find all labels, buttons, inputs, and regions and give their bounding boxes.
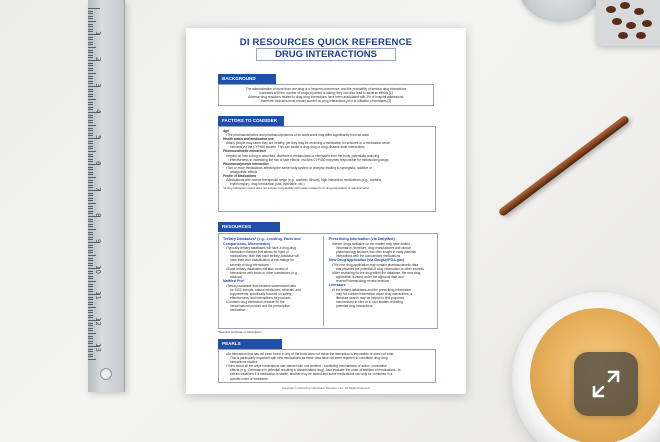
expand-button[interactable] <box>574 352 638 416</box>
document-footer: Copyright © 2024 Drug Information Services, LLC. All Rights Reserved. <box>281 386 371 390</box>
resources-note: *Requires purchase or subscription <box>218 330 262 334</box>
ruler-tick <box>88 8 100 9</box>
ruler-tick <box>88 96 93 97</box>
ruler-tick <box>88 271 93 272</box>
ruler-tick <box>88 333 96 334</box>
bullet-continuation: interactions with the concomitant medications <box>336 253 401 258</box>
ruler-number: 4 <box>94 109 102 114</box>
bullet-item: • Think about all the ways medications can interact with one another - conflicting mechanisms of action, cumulative <box>223 364 431 368</box>
pen <box>498 115 631 218</box>
ruler-tick <box>88 44 93 45</box>
pearls-box <box>218 349 436 383</box>
ruler-tick <box>88 302 93 303</box>
ruler-tick <box>88 63 93 64</box>
ruler-tick <box>88 115 93 116</box>
ruler-tick <box>88 37 93 38</box>
ruler-number: 3 <box>94 83 102 88</box>
ruler-tick <box>88 359 96 360</box>
ruler-tick <box>88 167 93 168</box>
resource-subheading: Comparisons, Micromedex) <box>223 241 271 246</box>
bullet-item: • Impact on how a drug is absorbed, distributed, metabolized or eliminated from the body, potentially reducing <box>223 154 431 158</box>
ruler-tick <box>88 258 93 259</box>
ruler-tick <box>88 289 93 290</box>
background-line: therefore clinicians must remain current on drug interactions prior to initiation of therapies [2] <box>260 99 392 104</box>
ruler-tick <box>88 206 93 207</box>
ruler-tick <box>88 232 93 233</box>
ruler-tick <box>88 180 93 181</box>
resource-subheading: NatMed Pro* <box>223 278 245 283</box>
ruler-tick <box>88 16 93 17</box>
resource-subheading: Prescribing Information (via DailyMed) <box>329 237 395 241</box>
ruler-tick <box>88 11 93 12</box>
bullet-continuation: herbal/natural product and the prescription <box>230 304 290 308</box>
bullet-continuation: interactions studies. <box>230 360 259 365</box>
bullet-continuation: mechanisms in vitro or in vivo studies revealing <box>336 299 403 304</box>
ruler-tick <box>88 159 93 160</box>
bullet-continuation: may not contain information about drug interactions, a <box>336 291 413 296</box>
ruler-tick <box>88 31 93 32</box>
bullet-continuation: effectiveness or increasing the risk of side effects; involves CYP450 enzymes responsible for metabolizing drugs <box>230 157 389 162</box>
ruler-number: 13 <box>94 343 102 352</box>
ruler-tick <box>88 156 93 157</box>
ruler-tick <box>88 193 93 194</box>
bullet-continuation: interaction checker that allows for input of <box>230 250 289 255</box>
bullet-item: • Many people may seem they are healthy, yet they may be receiving a medication for seizures or a medication which <box>223 141 431 145</box>
ruler-tick <box>88 70 93 71</box>
ruler-tick <box>88 185 93 186</box>
bullet-continuation: This is particularly important with new medications as these data have not been reported to constitute drug-drug <box>230 356 388 361</box>
ruler-number: 2 <box>94 57 102 62</box>
ruler-tick <box>88 29 93 30</box>
ruler-tick <box>88 328 93 329</box>
bullet-continuation: information; therefore, drug manufacturer and clinical <box>336 245 411 250</box>
ruler-tick <box>88 208 93 209</box>
ruler-tick <box>88 154 93 155</box>
ruler-tick <box>88 263 93 264</box>
ruler-tick <box>88 99 96 100</box>
ruler-tick <box>88 117 93 118</box>
ruler-tick <box>88 128 93 129</box>
ruler-tick <box>88 237 93 238</box>
ruler-number: 6 <box>94 161 102 166</box>
ruler-tick <box>88 297 93 298</box>
document-title: DI RESOURCES QUICK REFERENCE <box>239 37 413 48</box>
factor-label: Profile of Medications <box>223 174 257 179</box>
ruler-tick <box>88 351 93 352</box>
factor-note: *A drug interaction report does not include compatibility information related to IV drug preparation or administration <box>223 186 370 191</box>
ruler-tick <box>88 104 93 105</box>
ruler-tick <box>88 284 93 285</box>
resource-subheading: Tertiary Databases* (e.g., Lexidrug, Facts and <box>223 237 301 241</box>
ruler-hole <box>100 368 112 380</box>
bullet-continuation: medication <box>230 308 246 313</box>
ruler-tick <box>88 177 96 178</box>
background-box <box>218 84 434 106</box>
resources-right-column <box>329 237 435 308</box>
resource-subheading: Literature <box>329 283 346 288</box>
ruler-tick <box>88 13 93 14</box>
ruler-tick <box>88 146 93 147</box>
bullet-item: • An interaction that has not been found in any of the tools does not mean the interaction is impossible or does not exist. <box>223 352 431 356</box>
ruler-tick <box>88 234 93 235</box>
bullet-item: • The new drug application may contain pharmacokinetic data <box>329 263 435 267</box>
ruler-tick <box>88 172 93 173</box>
ruler-tick <box>88 273 93 274</box>
ruler-tick <box>88 354 93 355</box>
factor-label: Pharmacokinetic Interaction <box>223 149 266 154</box>
bullet-item: • After searching for the drug within the database, the new drug <box>329 271 435 275</box>
bullet-item: • Newer drugs available on the market may have limited <box>329 242 435 246</box>
background-heading: BACKGROUND <box>218 74 276 84</box>
resources-divider <box>323 236 324 326</box>
bullet-continuation: interacts via the CYP450 system. This can cause a drug-drug or drug-disease state interactions <box>230 145 365 150</box>
ruler <box>88 0 125 392</box>
ruler-tick <box>88 281 96 282</box>
ruler-tick <box>88 200 93 201</box>
ruler-tick <box>88 252 93 253</box>
bullet-continuation: application is listed under the approval date and <box>336 274 404 279</box>
ruler-tick <box>88 250 93 251</box>
ruler-tick <box>88 148 93 149</box>
ruler-number: 12 <box>94 317 102 326</box>
resource-subheading: New Drug Application (via Drugs@FDA.gov) <box>329 257 405 262</box>
background-line: increases with the number of drugs a patient is taking; they can also lead to adverse effects [1] <box>259 91 393 96</box>
ruler-tick <box>88 286 93 287</box>
factor-label: Age <box>223 129 230 133</box>
bullet-continuation: specific order or timeframe. <box>230 376 269 381</box>
ruler-tick <box>88 247 93 248</box>
ruler-number: 9 <box>94 239 102 244</box>
ruler-tick <box>88 50 93 51</box>
bullet-continuation: have their own classification of risk ratings for <box>230 258 295 263</box>
bullet-item: • Contains drug interaction checker for the <box>223 300 321 304</box>
bullet-continuation: review/Pharmacology review sections <box>336 278 390 283</box>
bullet-item: • Typically tertiary databases will have a drug-drug <box>223 246 321 250</box>
bullet-continuation: literature search may be helpful to find proposed <box>336 295 405 300</box>
ruler-tick <box>88 18 93 19</box>
ruler-tick <box>88 276 93 277</box>
bullet-continuation: tobacco) <box>230 274 243 279</box>
resources-left-column <box>223 237 321 312</box>
ruler-tick <box>88 39 93 40</box>
ruler-tick <box>88 76 93 77</box>
ruler-tick <box>88 169 93 170</box>
ruler-tick <box>88 83 93 84</box>
ruler-tick <box>88 55 93 56</box>
ruler-tick <box>88 213 93 214</box>
ruler-tick <box>88 211 93 212</box>
ruler-tick <box>88 24 93 25</box>
ruler-tick <box>88 91 93 92</box>
resources-heading: RESOURCES <box>218 222 280 232</box>
document-subtitle: DRUG INTERACTIONS <box>256 48 396 61</box>
ruler-tick <box>88 125 96 126</box>
ruler-tick <box>88 187 93 188</box>
ruler-tick <box>88 341 93 342</box>
ruler-tick <box>88 291 93 292</box>
ruler-tick <box>88 255 96 256</box>
ruler-tick <box>88 42 93 43</box>
ruler-tick <box>88 102 93 103</box>
ruler-tick <box>88 151 96 152</box>
ruler-tick <box>88 219 93 220</box>
ruler-tick <box>88 52 93 53</box>
bullet-continuation: effectiveness, and interactions for products <box>230 295 291 300</box>
ruler-number: 10 <box>94 265 102 274</box>
ruler-tick <box>88 73 96 74</box>
bullet-continuation: erythromycin), drug formulation (oral, injectable, etc.) <box>230 182 305 187</box>
ruler-tick <box>88 317 93 318</box>
ruler-tick <box>88 65 93 66</box>
ruler-tick <box>88 174 93 175</box>
ruler-tick <box>88 310 93 311</box>
quick-reference-sheet <box>186 28 466 394</box>
ruler-tick <box>88 307 96 308</box>
bullet-item: • Some tertiary databases will also consist of <box>223 267 321 271</box>
bullet-continuation: interactions with foods or other substances (e.g., <box>230 270 299 275</box>
ruler-tick <box>88 143 93 144</box>
bullet-item: • Medications with narrow therapeutic range (e.g., warfarin, lithium), high interaction medications (e.g., warfarin, <box>223 178 431 182</box>
ruler-tick <box>88 349 93 350</box>
ruler-tick <box>88 68 93 69</box>
ruler-tick <box>88 260 93 261</box>
bullet-continuation: for 1000 formats, natural medicines, minerals, and <box>230 287 301 292</box>
bullet-continuation: pharmacology sections can offer insight in early potential <box>336 249 417 254</box>
ruler-tick <box>88 330 93 331</box>
background-line: The administration of more than one drug is a frequent occurrence, and the probability of serious drug interactions <box>245 87 407 91</box>
factor-label: Pharmacodynamic Interaction <box>223 161 269 166</box>
ruler-tick <box>88 78 93 79</box>
ruler-tick <box>88 141 93 142</box>
bullet-continuation: certain situations if a medication is stable, another may be added and some medications can only be combined in a <box>230 372 393 377</box>
bullet-continuation: that provides the potential of drug information or other sources <box>336 266 424 271</box>
ruler-tick <box>88 57 93 58</box>
bullet-continuation: effects (e.g., Deferasirox's potential resulting in disseminated drug). Also evaluate the order of addition of medications - is <box>230 368 401 373</box>
ruler-tick <box>88 107 93 108</box>
expand-arrows-icon <box>589 367 623 401</box>
ruler-number: 7 <box>94 187 102 192</box>
ruler-tick <box>88 278 93 279</box>
factors-heading: FACTORS TO CONSIDER <box>218 116 284 126</box>
ruler-tick <box>88 343 93 344</box>
pearls-heading: PEARLS <box>218 339 282 349</box>
ruler-tick <box>88 221 93 222</box>
ruler-tick <box>88 315 93 316</box>
ruler-tick <box>88 325 93 326</box>
ruler-tick <box>88 198 93 199</box>
ruler-tick <box>88 299 93 300</box>
bullet-continuation: medications; note that each tertiary database will <box>230 254 299 259</box>
bullet-item: • Tertiary database that contains summarized data <box>223 284 321 288</box>
bullet-continuation: potential drug interactions <box>336 304 373 308</box>
ruler-tick <box>88 182 93 183</box>
ruler-tick <box>88 239 93 240</box>
factors-box <box>218 126 436 212</box>
factor-label: Health status and medication use <box>223 137 274 142</box>
bullet-continuation: supplements, specifically focused on safety, <box>230 291 292 296</box>
bullet-continuation: antagonistic effects <box>230 169 258 174</box>
ruler-tick <box>88 203 96 204</box>
ruler-tick <box>88 304 93 305</box>
bullet-item: • Two or more medications affecting the same body system or receptor leading to synergistic, additive or <box>223 166 431 170</box>
ruler-tick <box>88 224 93 225</box>
bullet-item: • If the tertiary databases and the prescribing information <box>329 288 435 292</box>
ruler-tick <box>88 245 93 246</box>
ruler-number: 8 <box>94 213 102 218</box>
ruler-tick <box>88 195 93 196</box>
ruler-tick <box>88 312 93 313</box>
coffee-beans-box <box>596 0 660 46</box>
ruler-tick <box>88 133 93 134</box>
background-line: Adverse drug reactions related to drug-drug interactions have been associated with 3% of hospital admissions; <box>248 95 404 100</box>
ruler-tick <box>88 26 93 27</box>
ruler-tick <box>88 135 93 136</box>
saucer <box>520 0 600 22</box>
ruler-tick <box>88 356 93 357</box>
ruler-tick <box>88 120 93 121</box>
ruler-tick <box>88 336 93 337</box>
ruler-tick <box>88 89 93 90</box>
resources-box <box>218 233 438 329</box>
ruler-number: 11 <box>94 291 102 300</box>
ruler-tick <box>88 81 93 82</box>
ruler-number: 5 <box>94 135 102 140</box>
bullet-item: • The pharmacokinetics and pharmacodynamics of an adolescent may differ significantly from an adult <box>223 133 431 137</box>
ruler-tick <box>88 94 93 95</box>
ruler-tick <box>88 21 96 22</box>
bullet-continuation: severity of drug interactions <box>230 262 269 267</box>
ruler-tick <box>88 109 93 110</box>
ruler-tick <box>88 323 93 324</box>
ruler-tick <box>88 130 93 131</box>
ruler-tick <box>88 161 93 162</box>
ruler-tick <box>88 338 93 339</box>
ruler-tick <box>88 226 93 227</box>
ruler-number: 1 <box>94 31 102 36</box>
ruler-tick <box>88 229 96 230</box>
ruler-tick <box>88 265 93 266</box>
ruler-tick <box>88 47 96 48</box>
ruler-tick <box>88 122 93 123</box>
